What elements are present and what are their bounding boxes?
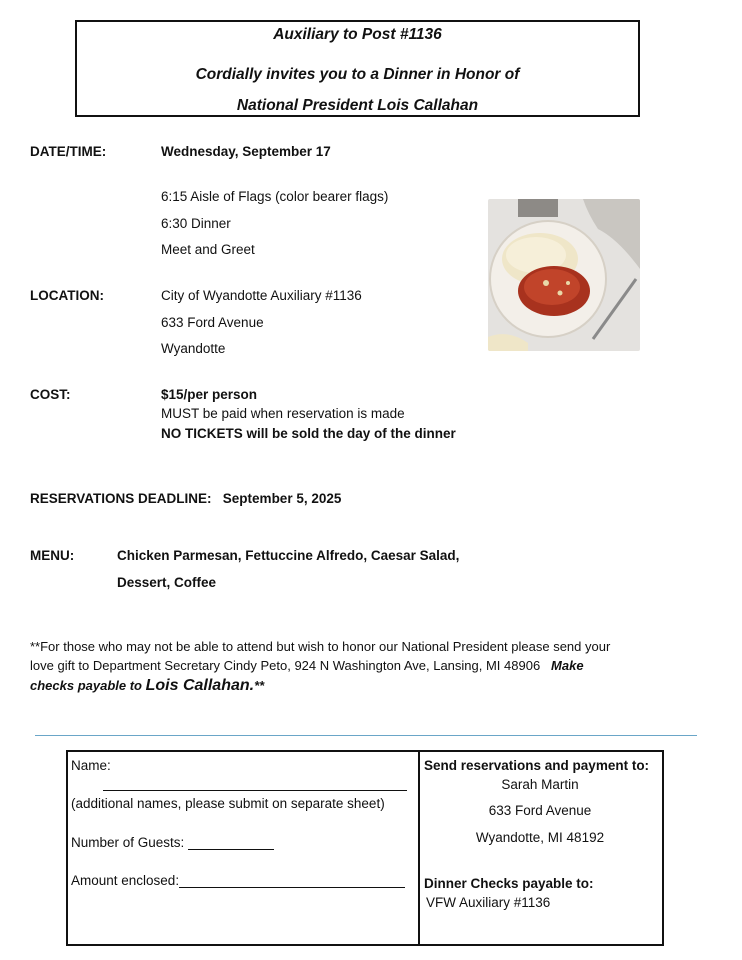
note-line-3 [30,677,720,695]
note-address: love gift to Department Secretary Cindy Peto, 924 N Washington Ave, Lansing, MI 48906 [30,658,541,673]
menu-line-1: Chicken Parmesan, Fettuccine Alfredo, Caesar Salad, [117,548,460,563]
note-line-2 [30,658,720,673]
amount-row [71,873,405,888]
send-to-street: 633 Ford Avenue [488,803,592,818]
love-gift-note [30,639,720,695]
reservations-date: September 5, 2025 [222,491,342,506]
cost-warning: NO TICKETS will be sold the day of the dinner [161,426,456,441]
header-line-2: Cordially invites you to a Dinner in Honor of [195,66,520,83]
reservations-label: RESERVATIONS DEADLINE: [30,491,212,506]
send-to-label: Send reservations and payment to: [424,758,650,773]
invitation-header [75,20,640,117]
additional-names-note: (additional names, please submit on separate sheet) [71,796,385,811]
reservations-row [30,491,341,506]
guests-field[interactable] [188,835,274,850]
header-line-3: National President Lois Callahan [236,97,479,114]
cost-label: COST: [30,387,71,402]
location-line: City of Wyandotte Auxiliary #1136 [161,288,362,303]
note-stars: ** [254,678,265,693]
header-line-1: Auxiliary to Post #1136 [273,26,442,43]
guests-label: Number of Guests: [71,835,185,850]
location-label: LOCATION: [30,288,104,303]
schedule-item: 6:15 Aisle of Flags (color bearer flags) [161,189,389,204]
checks-label: Dinner Checks payable to: [424,876,594,891]
event-date: Wednesday, September 17 [161,144,331,159]
guests-row [71,835,274,850]
chicken-parmesan-plate-image [488,199,640,351]
menu-label: MENU: [30,548,75,563]
checks-payee: VFW Auxiliary #1136 [426,895,551,910]
note-make: Make [551,658,584,673]
location-line: Wyandotte [161,341,226,356]
schedule-item: Meet and Greet [161,242,255,257]
cost-price: $15/per person [161,387,258,402]
send-to-city: Wyandotte, MI 48192 [475,830,605,845]
note-payee-name: Lois Callahan. [145,677,255,694]
name-label: Name: [71,758,111,773]
amount-field[interactable] [179,873,405,888]
note-checks-payable: checks payable to [30,678,142,693]
datetime-label: DATE/TIME: [30,144,107,159]
send-to-name: Sarah Martin [501,777,579,792]
schedule-item: 6:30 Dinner [161,216,231,231]
location-line: 633 Ford Avenue [161,315,264,330]
menu-line-2: Dessert, Coffee [117,575,217,590]
amount-label: Amount enclosed: [71,873,180,888]
note-line-1: **For those who may not be able to attend but wish to honor our National President please send your [30,639,611,654]
cost-note: MUST be paid when reservation is made [161,406,405,421]
name-field[interactable] [103,778,407,791]
section-divider [35,735,697,736]
